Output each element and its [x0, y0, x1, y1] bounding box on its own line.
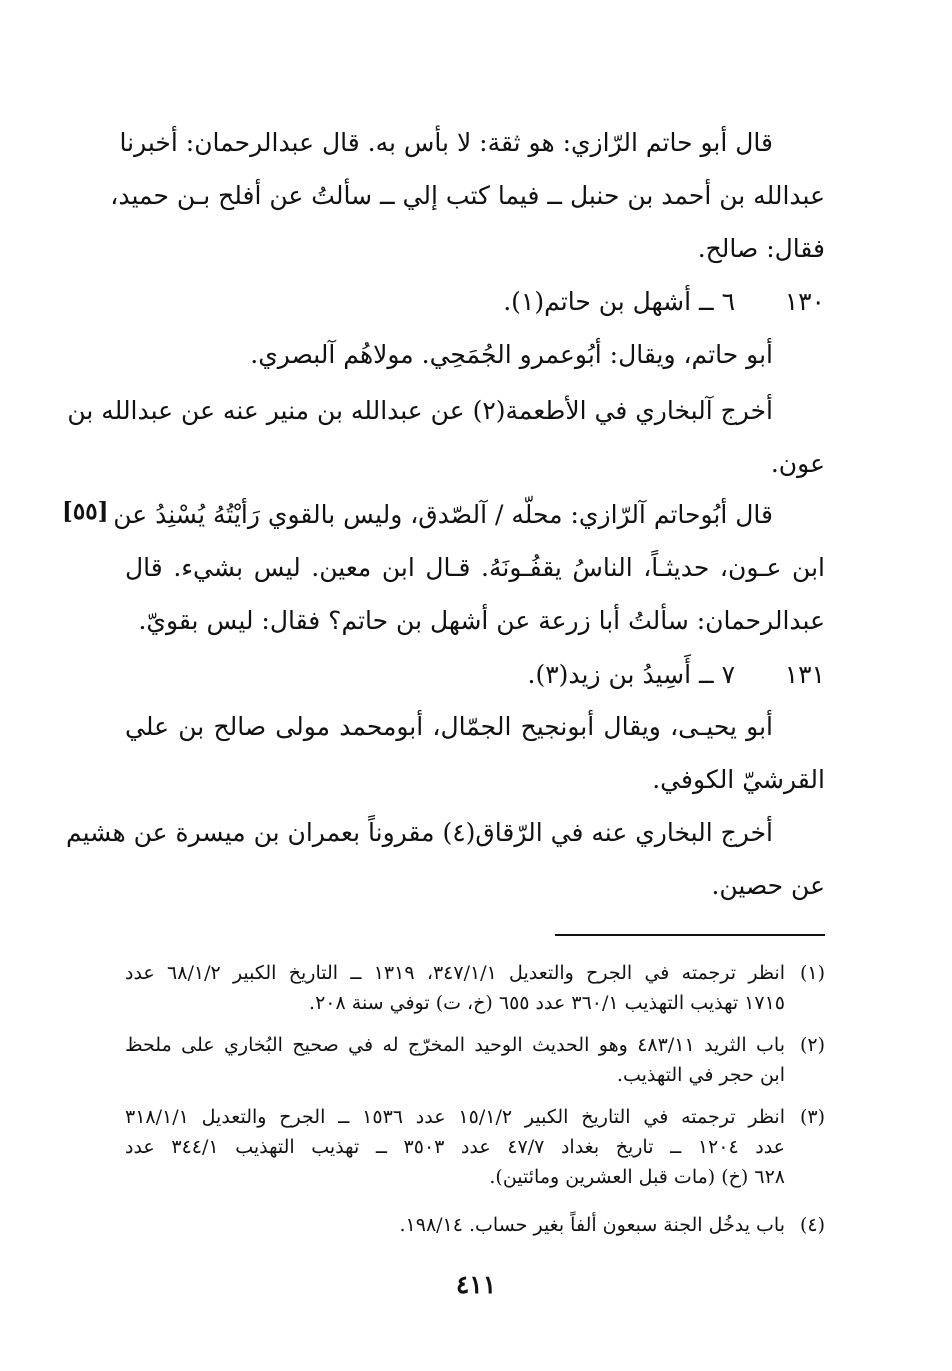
entry-heading-131 — [528, 648, 825, 701]
entry-title: ٦ ــ أشهل بن حاتم(١). — [503, 287, 735, 316]
text-line: ابن عـون، حديثـاً، الناسُ يقفُـونَهُ. قـال ابن معين. ليس بشيء. قال — [125, 553, 825, 582]
paragraph-5 — [125, 700, 825, 806]
paragraph-1 — [110, 116, 825, 275]
text-line: أخرج آلبخاري في الأطعمة(٢) عن عبدالله بن منير عنه عن عبدالله بن — [67, 396, 773, 425]
text-line: عبدالله بن أحمد بن حنبل ــ فيما كتب إلي ــ سألتُ عن أفلح بـن حميد، — [110, 181, 825, 210]
text-line: قال أبُوحاتم آلرّازي: محلّه / آلصّدق، وليس بالقوي رَأيْتُهُ يُسْنِدُ عن — [113, 500, 773, 529]
paragraph-2 — [125, 328, 825, 381]
footnote-line: عدد ١٢٠٤ ــ تاريخ بغداد ٤٧/٧ عدد ٣٥٠٣ ــ تهذيب التهذيب ٣٤٤/١ عدد — [125, 1136, 786, 1158]
footnote-line: ١٧١٥ تهذيب التهذيب ٣٦٠/١ عدد ٦٥٥ (خ، ت) توفي سنة ٢٠٨. — [309, 992, 785, 1014]
footnote-line: باب الثريد ٤٨٣/١١ وهو الحديث الوحيد المخرّج له في صحيح البُخاري على ملحظ — [125, 1034, 785, 1056]
entry-title: ٧ ــ أَسِيدُ بن زيد(٣). — [527, 660, 735, 689]
text-line: أبو حاتم، ويقال: أبُوعمرو الجُمَحِي. مولاهُم آلبصري. — [250, 340, 773, 369]
text-line: فقال: صالح. — [697, 234, 825, 263]
paragraph-6 — [65, 806, 825, 912]
entry-number: ١٣١ — [784, 660, 825, 689]
paragraph-4 — [113, 488, 825, 647]
text-line: القرشيّ الكوفي. — [652, 765, 825, 794]
text-line: عون. — [770, 449, 825, 478]
page-number: ٤١١ — [455, 1270, 497, 1299]
footnote-line: ٦٢٨ (خ) (مات قبل العشرين ومائتين). — [489, 1166, 785, 1188]
footnote-line: انظر ترجمته في الجرح والتعديل ٣٤٧/١/١، ١٣١٩ ــ التاريخ الكبير ٦٨/١/٢ عدد — [125, 962, 785, 984]
footnote-line: باب يدخُل الجنة سبعون ألفاً بغير حساب. ١٩٨/١٤. — [399, 1214, 785, 1236]
text-line: قال أبو حاتم الرّازي: هو ثقة: لا بأس به. قال عبدالرحمان: أخبرنا — [119, 128, 773, 157]
text-line: عن حصين. — [711, 871, 825, 900]
text-line: عبدالرحمان: سألتُ أبا زرعة عن أشهل بن حاتم؟ فقال: ليس بقويّ. — [138, 606, 825, 635]
footnote-separator — [555, 934, 825, 936]
entry-heading-130 — [503, 275, 825, 328]
footnote-number: (١) — [799, 962, 825, 984]
text-line: أخرج البخاري عنه في الرّقاق(٤) مقروناً بعمران بن ميسرة عن هشيم — [65, 818, 773, 847]
footnote-number: (٣) — [799, 1106, 825, 1128]
page-margin-marker: [٥٥] — [62, 498, 109, 525]
entry-number: ١٣٠ — [784, 287, 825, 316]
text-line: أبو يحيـى، ويقال أبونجيح الجمّال، أبومحمد مولى صالح بن علي — [125, 712, 773, 741]
footnote-line: ابن حجر في التهذيب. — [616, 1064, 785, 1086]
footnote-line: انظر ترجمته في التاريخ الكبير ١٥/١/٢ عدد ١٥٣٦ ــ الجرح والتعديل ٣١٨/١/١ — [125, 1106, 785, 1128]
footnote-number: (٤) — [799, 1214, 825, 1236]
paragraph-3 — [67, 384, 825, 490]
footnote-number: (٢) — [799, 1034, 825, 1056]
